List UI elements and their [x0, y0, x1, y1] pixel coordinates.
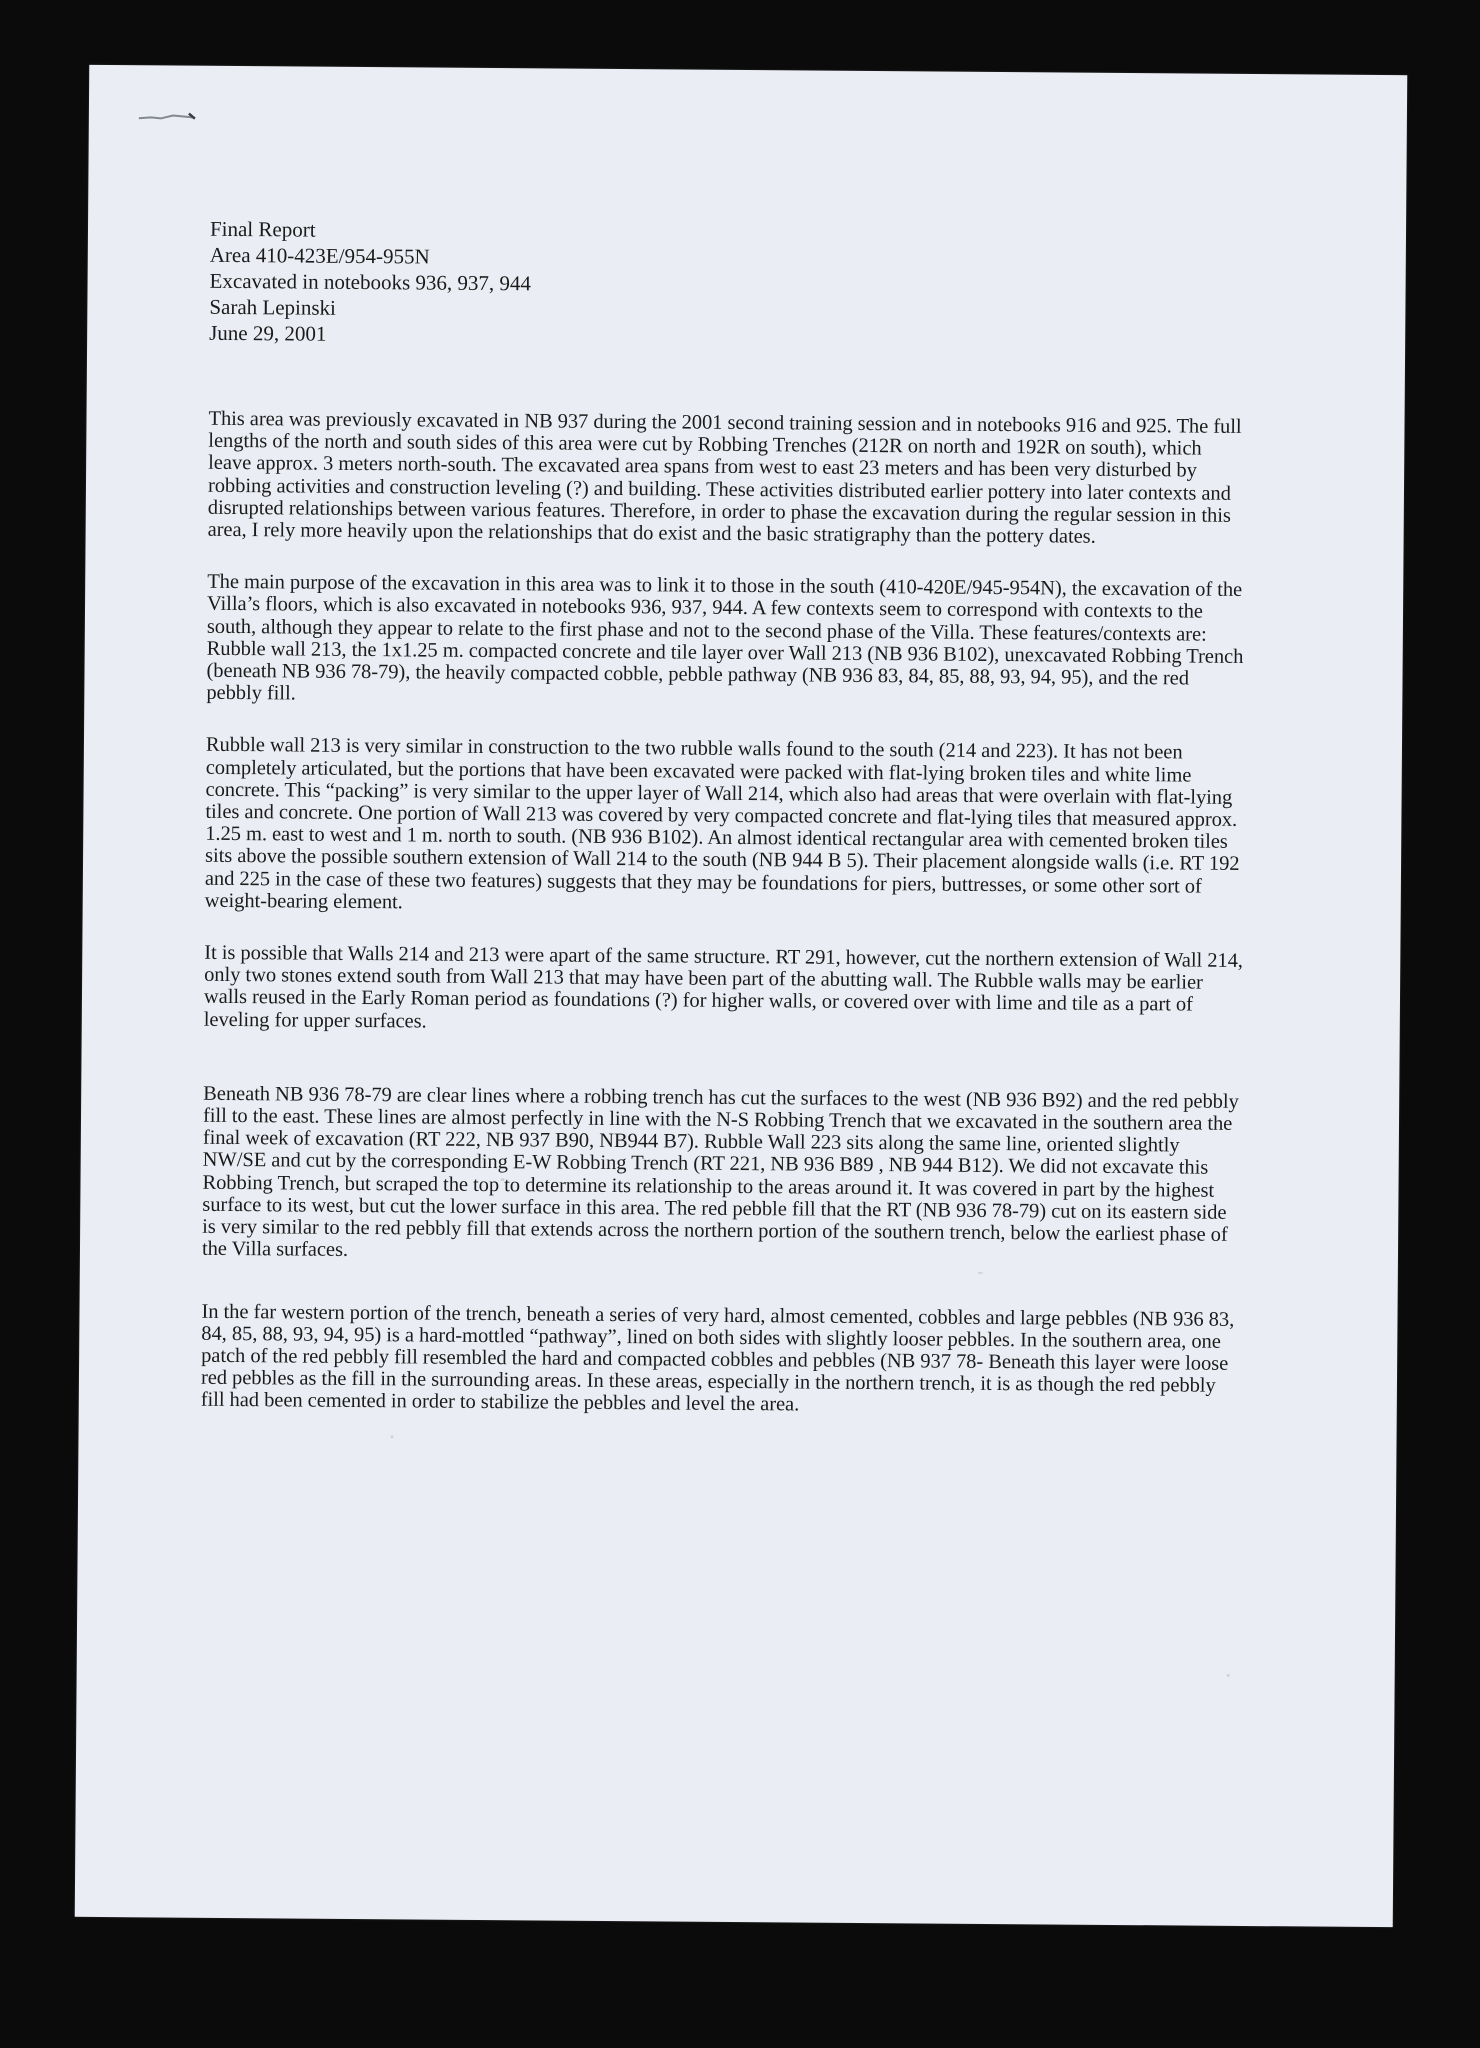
document-page [75, 65, 1408, 1927]
dust-speck [1227, 1674, 1230, 1677]
paragraph-5: Beneath NB 936 78-79 are clear lines where a robbing trench has cut the surfaces to the west (NB 936 B92) and the red pebbly fill to the east. These lines are almost perfectly in line with the N-S Robbing Trench that we excavated in the southern area the final week of excavation (RT 222, NB 937 B90, NB944 B7). Rubble Wall 223 sits along the same line, oriented slightly NW/SE and cut by the corresponding E-W Robbing Trench (RT 221, NB 936 B89 , NB 944 B12). We did not excavate this Robbing Trench, but scraped the top to determine its relationship to the areas around it. It was covered in part by the highest surface to its west, but cut the lower surface in this area. The red pebble fill that the RT (NB 936 78-79) cut on its eastern side is very similar to the red pebbly fill that extends across the northern portion of the southern trench, below the earliest phase of the Villa surfaces. [201, 1082, 1239, 1262]
paragraph-1: This area was previously excavated in NB 937 during the 2001 second training session and in notebooks 916 and 925. The full lengths of the north and south sides of this area were cut by Robbing Trenches (212R on north and 192R on south), which leave approx. 3 meters north-south. The excavated area spans from west to east 23 meters and has been very disturbed by robbing activities and construction leveling (?) and building. These activities distributed earlier pottery into later contexts and disrupted relationships between various features. Therefore, in order to phase the excavation during the regular session in this area, I rely more heavily upon the relationships that do exist and the basic stratigraphy than the pottery dates. [207, 407, 1242, 548]
report-date: June 29, 2001 [209, 320, 327, 346]
report-header [209, 216, 1250, 354]
report-author: Sarah Lepinski [209, 294, 337, 320]
staple-mark-icon [137, 109, 201, 124]
report-title: Final Report [209, 216, 316, 242]
paragraph-6: In the far western portion of the trench, beneath a series of very hard, almost cemented, cobbles and large pebbles (NB 936 83, 84, 85, 88, 93, 94, 95) is a hard-mottled “pathway”, lined on both sides with slightly looser pebbles. In the southern area, one patch of the red pebbly fill resembled the hard and compacted cobbles and pebbles (NB 937 78- Beneath this layer were loose red pebbles as the fill in the surrounding areas. In these areas, especially in the northern trench, it is as though the red pebbly fill had been cemented in order to stabilize the pebbles and level the area. [200, 1300, 1235, 1416]
paragraph-3: Rubble wall 213 is very similar in construction to the two rubble walls found to the south (214 and 223). It has not been completely articulated, but the portions that have been excavated were packed with flat-lying broken tiles and white lime concrete. This “packing” is very similar to the upper layer of Wall 214, which also had areas that were overlain with flat-lying tiles and concrete. One portion of Wall 213 was covered by very compacted concrete and flat-lying tiles that measured approx. 1.25 m. east to west and 1 m. north to south. (NB 936 B102). An almost identical rectangular area with cemented broken tiles sits above the possible southern extension of Wall 214 to the south (NB 944 B 5). Their placement alongside walls (i.e. RT 192 and 225 in the case of these two features) suggests that they may be foundations for piers, buttresses, or some other sort of weight-bearing element. [204, 734, 1240, 914]
report-notebooks: Excavated in notebooks 936, 937, 944 [209, 268, 532, 296]
report-area: Area 410-423E/954-955N [209, 242, 430, 269]
report-body [200, 216, 1250, 1450]
paragraph-4: It is possible that Walls 214 and 213 were apart of the same structure. RT 291, however, cut the northern extension of Wall 214, only two stones extend south from Wall 213 that may have been part of the abutting wall. The Rubble walls may be earlier walls reused in the Early Roman period as foundations (?) for higher walls, or covered over with lime and tile as a part of leveling for upper surfaces. [203, 941, 1244, 1033]
paragraph-2: The main purpose of the excavation in this area was to link it to those in the south (410-420E/945-954N), the excavation of the Villa’s floors, which is also excavated in notebooks 936, 937, 944. A few contexts seem to correspond with contexts to the south, although they appear to relate to the first phase and not to the second phase of the Villa. These features/contexts are: Rubble wall 213, the 1x1.25 m. compacted concrete and tile layer over Wall 213 (NB 936 B102), unexcavated Robbing Trench (beneath NB 936 78-79), the heavily compacted cobble, pebble pathway (NB 936 83, 84, 85, 88, 93, 94, 95), and the red pebbly fill. [206, 571, 1244, 705]
